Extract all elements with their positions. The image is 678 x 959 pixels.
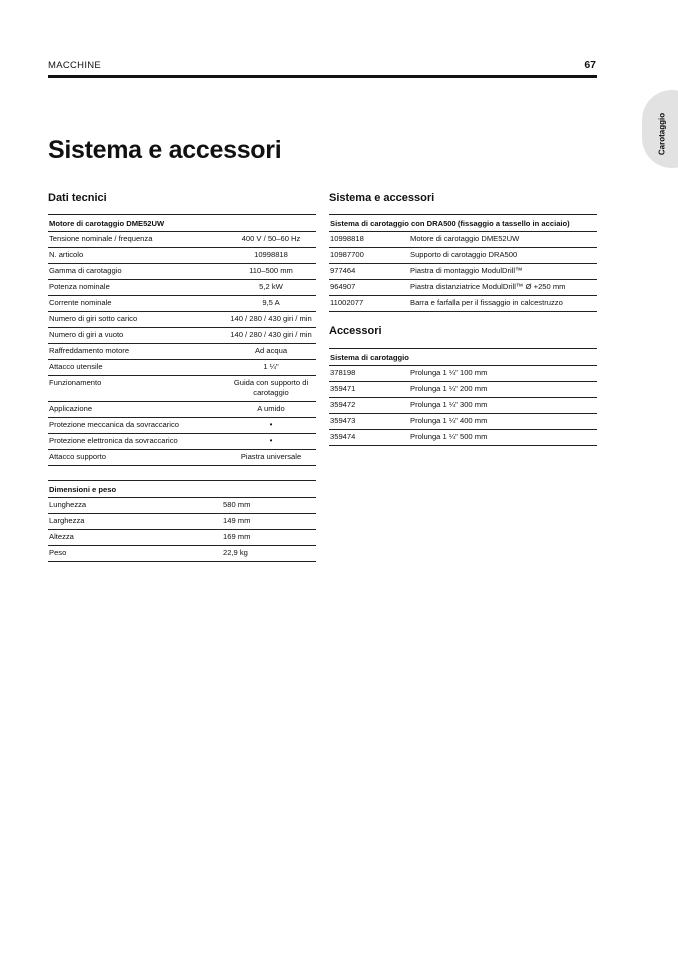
spec-value: Piastra universale [226, 450, 316, 466]
spec-label: Protezione meccanica da sovraccarico [48, 418, 226, 434]
dim-label: Lunghezza [48, 498, 222, 514]
spec-label: Attacco supporto [48, 450, 226, 466]
spec-value: Guida con supporto di carotaggio [226, 376, 316, 402]
article-desc: Barra e farfalla per il fissaggio in calcestruzzo [409, 296, 597, 312]
dim-label: Peso [48, 546, 222, 562]
dim-value: 22,9 kg [222, 546, 316, 562]
table-row [48, 498, 316, 514]
spec-label: Numero di giri a vuoto [48, 328, 226, 344]
table-row [48, 402, 316, 418]
table-row [329, 248, 597, 264]
side-tab-label: Carotaggio [657, 112, 667, 156]
article-desc: Supporto di carotaggio DRA500 [409, 248, 597, 264]
system-table-title: Sistema di carotaggio con DRA500 (fissaggio a tassello in acciaio) [329, 215, 597, 232]
spec-value: 5,2 kW [226, 280, 316, 296]
dimensions-table-title: Dimensioni e peso [48, 481, 316, 498]
table-row [329, 366, 597, 382]
sistema-accessori-heading: Sistema e accessori [329, 192, 435, 204]
table-row [48, 530, 316, 546]
article-desc: Prolunga 1 ¼" 100 mm [409, 366, 597, 382]
dim-label: Larghezza [48, 514, 222, 530]
article-code: 10998818 [329, 232, 409, 248]
article-desc: Prolunga 1 ¼" 400 mm [409, 414, 597, 430]
accessori-heading: Accessori [329, 325, 382, 337]
article-desc: Motore di carotaggio DME52UW [409, 232, 597, 248]
dim-label: Altezza [48, 530, 222, 546]
table-row [48, 232, 316, 248]
header-rule [48, 75, 597, 78]
spec-label: Protezione elettronica da sovraccarico [48, 434, 226, 450]
spec-value: 1 ¼" [226, 360, 316, 376]
spec-label: Potenza nominale [48, 280, 226, 296]
spec-label: Numero di giri sotto carico [48, 312, 226, 328]
table-row [48, 450, 316, 466]
accessories-table [329, 348, 597, 446]
article-desc: Piastra di montaggio ModulDrill™ [409, 264, 597, 280]
article-code: 359473 [329, 414, 409, 430]
spec-value: Ad acqua [226, 344, 316, 360]
spec-value-bullet: • [226, 418, 316, 434]
article-code: 977464 [329, 264, 409, 280]
spec-value: A umido [226, 402, 316, 418]
spec-value: 400 V / 50–60 Hz [226, 232, 316, 248]
table-row [48, 344, 316, 360]
table-row [48, 434, 316, 450]
article-code: 359471 [329, 382, 409, 398]
table-row [48, 360, 316, 376]
table-row [48, 248, 316, 264]
spec-label: Raffreddamento motore [48, 344, 226, 360]
accessories-table-title: Sistema di carotaggio [329, 349, 597, 366]
spec-label: N. articolo [48, 248, 226, 264]
spec-label: Tensione nominale / frequenza [48, 232, 226, 248]
table-row [48, 328, 316, 344]
table-row [329, 264, 597, 280]
specs-table-title: Motore di carotaggio DME52UW [48, 215, 316, 232]
table-row [329, 296, 597, 312]
specs-table [48, 214, 316, 466]
article-code: 359472 [329, 398, 409, 414]
table-row [48, 280, 316, 296]
spec-value-bullet: • [226, 434, 316, 450]
table-row [329, 232, 597, 248]
spec-label: Corrente nominale [48, 296, 226, 312]
spec-value: 140 / 280 / 430 giri / min [226, 312, 316, 328]
page-title: Sistema e accessori [48, 136, 282, 164]
article-desc: Piastra distanziatrice ModulDrill™ Ø +250 mm [409, 280, 597, 296]
table-row [329, 382, 597, 398]
article-code: 964907 [329, 280, 409, 296]
article-desc: Prolunga 1 ¼" 500 mm [409, 430, 597, 446]
article-code: 378198 [329, 366, 409, 382]
article-code: 10987700 [329, 248, 409, 264]
article-desc: Prolunga 1 ¼" 200 mm [409, 382, 597, 398]
spec-value: 10998818 [226, 248, 316, 264]
spec-value: 110–500 mm [226, 264, 316, 280]
table-row [48, 514, 316, 530]
article-code: 359474 [329, 430, 409, 446]
table-row [329, 398, 597, 414]
table-row [48, 264, 316, 280]
article-desc: Prolunga 1 ¼" 300 mm [409, 398, 597, 414]
spec-value: 9,5 A [226, 296, 316, 312]
header-section-label: MACCHINE [48, 60, 102, 71]
dati-tecnici-heading: Dati tecnici [48, 192, 107, 204]
table-row [48, 296, 316, 312]
page-number: 67 [584, 59, 596, 71]
table-row [48, 376, 316, 402]
dimensions-table [48, 480, 316, 562]
spec-value: 140 / 280 / 430 giri / min [226, 328, 316, 344]
table-row [329, 430, 597, 446]
spec-label: Gamma di carotaggio [48, 264, 226, 280]
table-row [329, 414, 597, 430]
table-row [48, 418, 316, 434]
table-row [329, 280, 597, 296]
dim-value: 149 mm [222, 514, 316, 530]
dim-value: 580 mm [222, 498, 316, 514]
dim-value: 169 mm [222, 530, 316, 546]
table-row [48, 312, 316, 328]
spec-label: Applicazione [48, 402, 226, 418]
article-code: 11002077 [329, 296, 409, 312]
spec-label: Attacco utensile [48, 360, 226, 376]
spec-label: Funzionamento [48, 376, 226, 402]
table-row [48, 546, 316, 562]
system-table [329, 214, 597, 312]
